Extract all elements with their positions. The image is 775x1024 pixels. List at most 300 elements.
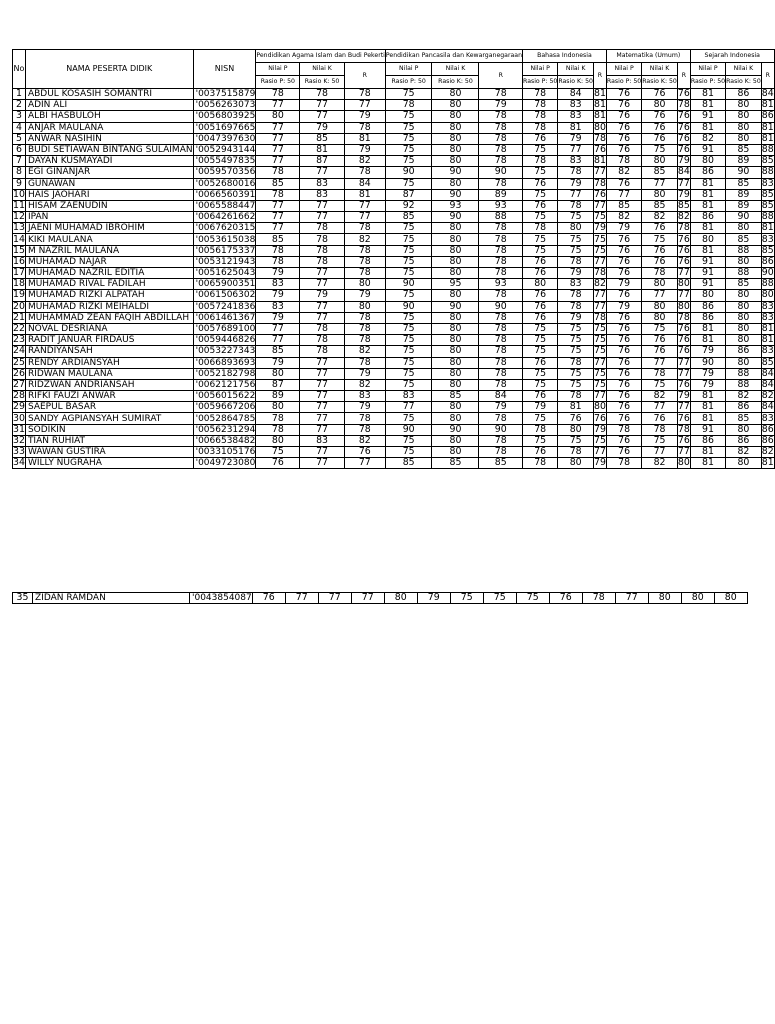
- score-cell: 79: [256, 268, 300, 279]
- score-cell: 76: [642, 256, 678, 267]
- score-cell: 78: [300, 346, 344, 357]
- score-cell: 80: [344, 279, 385, 290]
- score-cell: 78: [479, 89, 523, 100]
- score-cell: 80: [432, 268, 479, 279]
- score-cell: 83: [761, 300, 774, 312]
- student-nisn: '0057241836: [193, 301, 256, 312]
- student-nisn: '0051697665: [193, 122, 256, 133]
- r-header: R: [479, 63, 523, 89]
- score-cell: 77: [642, 402, 678, 413]
- subject-header: Sejarah Indonesia: [690, 50, 774, 63]
- score-cell: 78: [677, 99, 690, 111]
- score-cell: 79: [690, 379, 725, 390]
- score-cell: 91: [690, 268, 725, 279]
- score-cell: 75: [558, 234, 594, 245]
- row-number: 28: [13, 390, 25, 402]
- table-row: [13, 357, 775, 368]
- score-cell: 77: [300, 413, 344, 424]
- score-cell: 79: [677, 155, 690, 167]
- score-cell: 78: [300, 256, 344, 267]
- row-number: 13: [13, 222, 25, 234]
- score-cell: 78: [344, 335, 385, 346]
- score-cell: 80: [432, 346, 479, 357]
- score-cell: 78: [523, 122, 558, 133]
- score-cell: 75: [523, 368, 558, 379]
- score-cell: 91: [690, 424, 725, 435]
- score-cell: 77: [593, 300, 606, 312]
- score-cell: 80: [432, 447, 479, 458]
- score-cell: 81: [761, 121, 774, 133]
- score-cell: 76: [677, 88, 690, 100]
- score-cell: 78: [344, 424, 385, 435]
- score-cell: 77: [300, 424, 344, 435]
- score-cell: 78: [300, 89, 344, 100]
- rasio-k-header: Rasio K: 50: [726, 76, 762, 89]
- score-cell: 81: [558, 122, 594, 133]
- table-row: [13, 100, 775, 111]
- score-cell: 75: [385, 178, 432, 189]
- row-number: 32: [13, 434, 25, 446]
- score-cell: 90: [385, 279, 432, 290]
- score-cell: 76: [523, 312, 558, 323]
- score-cell: 78: [479, 111, 523, 122]
- score-cell: 75: [385, 111, 432, 122]
- student-rows: [13, 89, 775, 469]
- score-cell: 77: [385, 402, 432, 413]
- score-cell: 90: [385, 424, 432, 435]
- score-cell: 88: [761, 166, 774, 178]
- table-row: [13, 178, 775, 189]
- score-cell: 95: [432, 279, 479, 290]
- student-name: MUHAMAD RIZKI MEIHALDI: [25, 301, 193, 312]
- score-cell: 76: [677, 378, 690, 390]
- score-cell: 75: [385, 89, 432, 100]
- score-cell: 89: [726, 156, 762, 167]
- score-cell: 76: [606, 402, 641, 413]
- score-cell: 77: [593, 255, 606, 267]
- score-cell: 79: [558, 312, 594, 323]
- score-cell: 83: [300, 435, 344, 446]
- score-cell: 76: [677, 323, 690, 335]
- score-cell: 78: [523, 111, 558, 122]
- row-number: 18: [13, 278, 25, 290]
- score-cell: 80: [726, 335, 762, 346]
- score-cell: 77: [256, 122, 300, 133]
- score-cell: 78: [479, 413, 523, 424]
- score-cell: 77: [256, 335, 300, 346]
- score-cell: 88: [726, 268, 762, 279]
- student-name: GUNAWAN: [25, 178, 193, 189]
- score-cell: 86: [761, 255, 774, 267]
- student-nisn: '0064261662: [193, 212, 256, 223]
- score-cell: 78: [344, 167, 385, 178]
- score-cell: 76: [606, 391, 641, 402]
- score-cell: 76: [606, 447, 641, 458]
- score-cell: 86: [761, 434, 774, 446]
- score-cell: 80: [432, 290, 479, 301]
- score-cell: 81: [690, 122, 725, 133]
- score-cell: 77: [256, 133, 300, 144]
- score-cell: 78: [256, 189, 300, 200]
- score-cell: 89: [479, 189, 523, 200]
- student-nisn: '0066560391: [193, 189, 256, 200]
- student-nisn: '0065900351: [193, 279, 256, 290]
- score-cell: 81: [344, 133, 385, 144]
- score-cell: 78: [558, 200, 594, 211]
- table-row: [13, 200, 775, 211]
- score-cell: 78: [256, 245, 300, 256]
- score-cell: 75: [593, 233, 606, 245]
- rasio-p-header: Rasio P: 50: [690, 76, 725, 89]
- score-cell: 81: [690, 100, 725, 111]
- score-cell: 78: [479, 312, 523, 323]
- score-cell: 77: [344, 458, 385, 469]
- score-cell: 83: [761, 345, 774, 357]
- score-cell: 75: [642, 144, 678, 155]
- score-cell: 80: [593, 121, 606, 133]
- score-cell: 76: [523, 178, 558, 189]
- score-cell: 86: [726, 89, 762, 100]
- table-row: [13, 268, 775, 279]
- score-cell: 79: [417, 593, 450, 604]
- rasio-k-header: Rasio K: 50: [558, 76, 594, 89]
- row-number: 22: [13, 323, 25, 335]
- table-row: [13, 212, 775, 223]
- score-cell: 77: [300, 200, 344, 211]
- score-cell: 79: [523, 402, 558, 413]
- score-cell: 75: [385, 133, 432, 144]
- row-number: 6: [13, 144, 26, 155]
- score-cell: 82: [677, 211, 690, 223]
- score-cell: 77: [677, 446, 690, 458]
- table-row: [13, 335, 775, 346]
- score-cell: 83: [300, 189, 344, 200]
- score-cell: 80: [726, 100, 762, 111]
- score-cell: 83: [344, 391, 385, 402]
- score-cell: 83: [761, 233, 774, 245]
- score-cell: 78: [479, 323, 523, 334]
- score-cell: 78: [523, 424, 558, 435]
- score-cell: 77: [256, 323, 300, 334]
- row-number: 35: [13, 593, 33, 604]
- score-cell: 77: [256, 212, 300, 223]
- score-cell: 84: [761, 378, 774, 390]
- score-cell: 80: [726, 122, 762, 133]
- student-name: RIDZWAN ANDRIANSAH: [25, 379, 193, 390]
- score-cell: 79: [593, 222, 606, 234]
- student-name: JAENI MUHAMAD IBROHIM: [25, 223, 193, 234]
- row-number: 27: [13, 378, 25, 390]
- score-cell: 75: [558, 245, 594, 256]
- score-cell: 82: [726, 391, 762, 402]
- score-cell: 77: [285, 593, 318, 604]
- score-cell: 76: [256, 458, 300, 469]
- score-cell: 81: [344, 189, 385, 200]
- score-cell: 80: [432, 413, 479, 424]
- table-row: [13, 133, 775, 144]
- score-cell: 75: [593, 244, 606, 256]
- score-cell: 75: [523, 144, 558, 155]
- score-cell: 82: [642, 458, 678, 469]
- score-cell: 77: [642, 447, 678, 458]
- student-name: ZIDAN RAMDAN: [33, 593, 190, 604]
- score-cell: 76: [642, 346, 678, 357]
- score-cell: 84: [761, 401, 774, 413]
- nilai-p-header: Nilai P: [690, 63, 725, 76]
- score-cell: 81: [690, 413, 725, 424]
- score-cell: 83: [761, 177, 774, 189]
- student-nisn: '0062121756: [193, 379, 256, 390]
- score-cell: 78: [523, 100, 558, 111]
- score-cell: 80: [432, 144, 479, 155]
- table-row: [13, 167, 775, 178]
- score-cell: 78: [558, 391, 594, 402]
- row-number: 7: [13, 156, 26, 167]
- score-cell: 79: [558, 133, 594, 144]
- score-cell: 76: [606, 245, 641, 256]
- score-cell: 88: [726, 368, 762, 379]
- score-cell: 80: [690, 156, 725, 167]
- score-cell: 77: [593, 390, 606, 402]
- score-cell: 80: [384, 593, 417, 604]
- score-cell: 76: [606, 346, 641, 357]
- score-cell: 75: [642, 435, 678, 446]
- score-cell: 78: [385, 100, 432, 111]
- score-cell: 77: [642, 178, 678, 189]
- score-cell: 85: [726, 279, 762, 290]
- score-cell: 82: [344, 156, 385, 167]
- score-cell: 78: [558, 447, 594, 458]
- score-cell: 79: [344, 144, 385, 155]
- score-cell: 75: [558, 435, 594, 446]
- score-cell: 80: [344, 301, 385, 312]
- score-cell: 78: [479, 379, 523, 390]
- score-cell: 89: [726, 189, 762, 200]
- score-cell: 76: [606, 323, 641, 334]
- score-cell: 78: [344, 122, 385, 133]
- student-name: RANDIYANSAH: [25, 346, 193, 357]
- score-cell: 78: [479, 245, 523, 256]
- student-name: TIAN RUHIAT: [25, 435, 193, 446]
- score-cell: 77: [677, 267, 690, 279]
- score-cell: 85: [300, 133, 344, 144]
- nilai-k-header: Nilai K: [300, 63, 344, 76]
- score-cell: 80: [726, 312, 762, 323]
- score-cell: 79: [677, 390, 690, 402]
- student-nisn: '0049723080: [193, 458, 256, 469]
- score-cell: 77: [300, 402, 344, 413]
- student-name: MUHAMAD NAZRIL EDITIA: [25, 268, 193, 279]
- score-cell: 75: [385, 156, 432, 167]
- score-cell: 78: [344, 312, 385, 323]
- score-cell: 78: [479, 122, 523, 133]
- score-cell: 88: [726, 245, 762, 256]
- score-cell: 85: [479, 458, 523, 469]
- score-cell: 83: [558, 156, 594, 167]
- score-cell: 80: [714, 593, 747, 604]
- score-cell: 85: [726, 178, 762, 189]
- score-cell: 76: [593, 188, 606, 200]
- rasio-p-header: Rasio P: 50: [385, 76, 432, 89]
- score-cell: 82: [606, 167, 641, 178]
- score-cell: 75: [642, 323, 678, 334]
- score-cell: 80: [761, 289, 774, 301]
- score-cell: 80: [648, 593, 681, 604]
- score-cell: 81: [690, 245, 725, 256]
- score-cell: 92: [385, 200, 432, 211]
- student-nisn: '0052680016: [193, 178, 256, 189]
- score-cell: 85: [677, 199, 690, 211]
- score-cell: 76: [606, 256, 641, 267]
- score-cell: 76: [677, 345, 690, 357]
- score-cell: 78: [677, 423, 690, 435]
- score-cell: 78: [558, 167, 594, 178]
- score-cell: 88: [479, 212, 523, 223]
- score-cell: 93: [479, 279, 523, 290]
- score-cell: 90: [479, 167, 523, 178]
- score-cell: 76: [606, 122, 641, 133]
- score-cell: 88: [761, 278, 774, 290]
- score-cell: 75: [593, 334, 606, 346]
- score-cell: 75: [385, 368, 432, 379]
- score-cell: 76: [677, 121, 690, 133]
- header-no: No: [13, 50, 26, 89]
- score-cell: 77: [344, 100, 385, 111]
- student-name: RENDY ARDIANSYAH: [25, 357, 193, 368]
- score-cell: 85: [726, 234, 762, 245]
- score-cell: 75: [516, 593, 549, 604]
- score-cell: 78: [344, 245, 385, 256]
- score-cell: 86: [761, 423, 774, 435]
- student-name: RIDWAN MAULANA: [25, 368, 193, 379]
- score-cell: 82: [761, 446, 774, 458]
- score-cell: 78: [344, 357, 385, 368]
- table-row: [13, 391, 775, 402]
- student-nisn: '0061461367: [193, 312, 256, 323]
- r-header: R: [677, 63, 690, 89]
- score-cell: 76: [606, 144, 641, 155]
- score-cell: 78: [479, 256, 523, 267]
- student-nisn: '0056015622: [193, 391, 256, 402]
- r-header: R: [593, 63, 606, 89]
- score-cell: 78: [677, 311, 690, 323]
- row-number: 34: [13, 457, 25, 469]
- score-cell: 77: [593, 199, 606, 211]
- score-cell: 79: [593, 423, 606, 435]
- r-header: R: [344, 63, 385, 89]
- score-cell: 78: [593, 311, 606, 323]
- row-number: 14: [13, 233, 25, 245]
- score-cell: 75: [523, 379, 558, 390]
- score-cell: 82: [344, 346, 385, 357]
- score-cell: 77: [300, 312, 344, 323]
- score-cell: 80: [432, 256, 479, 267]
- score-cell: 78: [300, 323, 344, 334]
- score-cell: 78: [677, 222, 690, 234]
- score-cell: 78: [344, 223, 385, 234]
- student-nisn: '0053227343: [193, 346, 256, 357]
- score-cell: 85: [642, 167, 678, 178]
- score-cell: 80: [432, 89, 479, 100]
- score-cell: 83: [761, 311, 774, 323]
- score-cell: 90: [385, 167, 432, 178]
- score-cell: 80: [593, 401, 606, 413]
- score-cell: 82: [344, 379, 385, 390]
- score-cell: 76: [677, 255, 690, 267]
- score-cell: 83: [761, 412, 774, 424]
- table-row: [13, 458, 775, 469]
- row-number: 23: [13, 334, 25, 346]
- score-cell: 93: [432, 200, 479, 211]
- score-cell: 76: [606, 268, 641, 279]
- student-name: HAIS JAOHARI: [25, 189, 193, 200]
- row-number: 17: [13, 267, 25, 279]
- score-cell: 84: [761, 88, 774, 100]
- score-cell: 78: [479, 223, 523, 234]
- score-cell: 86: [690, 301, 725, 312]
- score-cell: 77: [593, 446, 606, 458]
- score-cell: 77: [300, 167, 344, 178]
- score-cell: 75: [385, 357, 432, 368]
- score-cell: 78: [558, 357, 594, 368]
- score-cell: 86: [726, 435, 762, 446]
- score-cell: 78: [606, 458, 641, 469]
- score-cell: 85: [385, 212, 432, 223]
- subject-header: Bahasa Indonesia: [523, 50, 607, 63]
- table-row: [13, 245, 775, 256]
- row-number: 24: [13, 345, 25, 357]
- score-cell: 76: [677, 244, 690, 256]
- score-cell: 75: [558, 323, 594, 334]
- student-name: RADIT JANUAR FIRDAUS: [25, 335, 193, 346]
- score-cell: 77: [344, 212, 385, 223]
- score-cell: 80: [256, 435, 300, 446]
- score-cell: 85: [726, 413, 762, 424]
- score-cell: 76: [642, 223, 678, 234]
- score-cell: 86: [690, 167, 725, 178]
- score-cell: 81: [761, 457, 774, 469]
- nilai-k-header: Nilai K: [558, 63, 594, 76]
- student-nisn: '0052864785: [193, 413, 256, 424]
- score-cell: 82: [642, 391, 678, 402]
- student-name: WILLY NUGRAHA: [25, 458, 193, 469]
- score-cell: 76: [606, 413, 641, 424]
- score-cell: 88: [761, 211, 774, 223]
- score-cell: 82: [593, 278, 606, 290]
- score-cell: 80: [432, 111, 479, 122]
- score-cell: 80: [432, 122, 479, 133]
- score-cell: 85: [256, 178, 300, 189]
- score-cell: 82: [690, 133, 725, 144]
- score-cell: 81: [593, 155, 606, 167]
- score-cell: 80: [726, 301, 762, 312]
- score-cell: 78: [593, 177, 606, 189]
- score-cell: 81: [593, 110, 606, 122]
- table-row: [13, 290, 775, 301]
- score-cell: 75: [385, 122, 432, 133]
- table-row: [13, 413, 775, 424]
- score-cell: 77: [344, 200, 385, 211]
- score-cell: 77: [351, 593, 384, 604]
- score-cell: 79: [606, 301, 641, 312]
- score-cell: 77: [300, 279, 344, 290]
- student-name: HISAM ZAENUDIN: [25, 200, 193, 211]
- score-cell: 76: [606, 111, 641, 122]
- score-cell: 93: [479, 200, 523, 211]
- score-cell: 80: [432, 178, 479, 189]
- score-cell: 84: [479, 391, 523, 402]
- score-cell: 77: [256, 200, 300, 211]
